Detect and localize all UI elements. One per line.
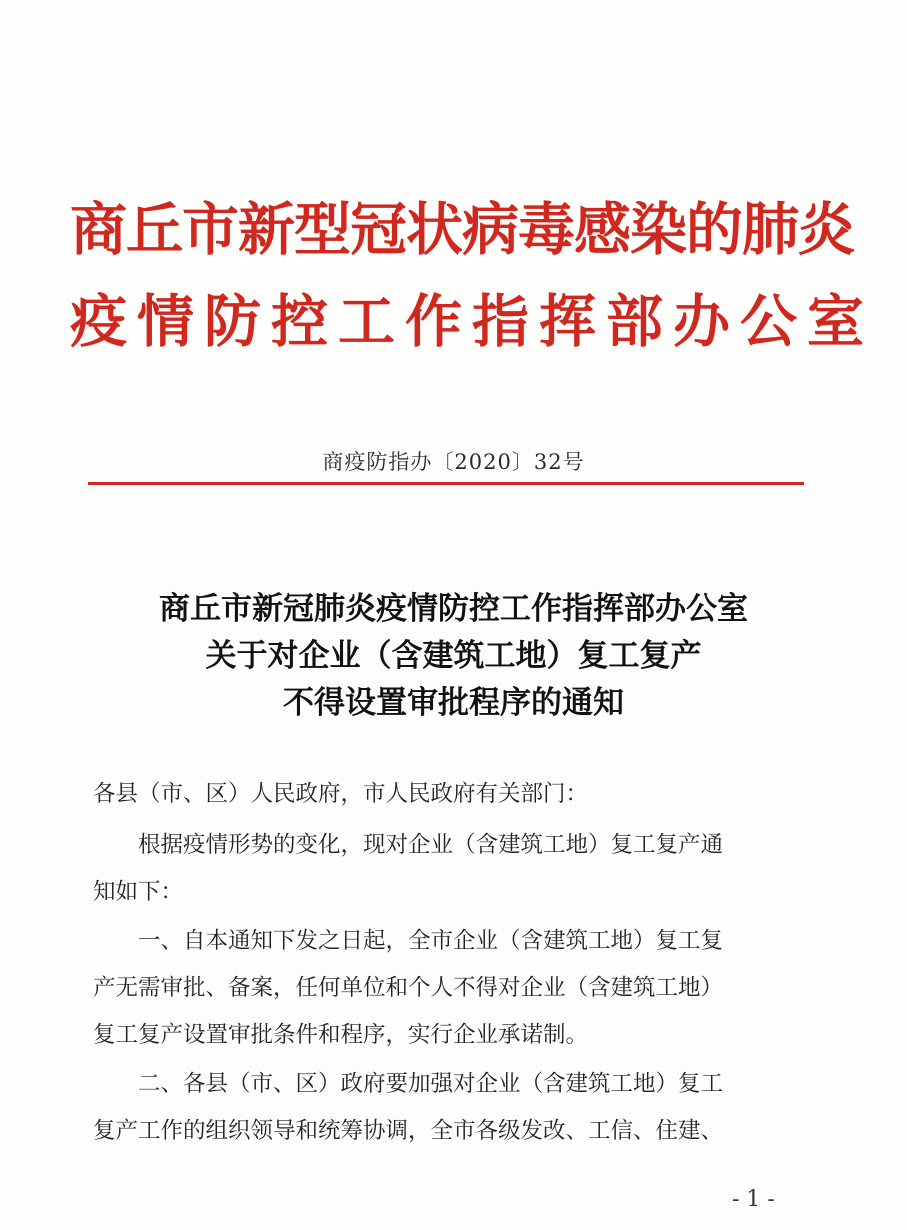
body-line-3: 知如下：	[93, 879, 184, 905]
issuer-header-line-1: 商丘市新型冠状病毒感染的肺炎	[70, 196, 854, 263]
body-line-5: 产无需审批、备案，任何单位和个人不得对企业（含建筑工地）	[93, 975, 724, 1001]
body-line-6: 复工复产设置审批条件和程序，实行企业承诺制。	[93, 1022, 589, 1048]
issuer-header-line-2: 疫情防控工作指挥部办公室	[70, 288, 874, 355]
notice-title-line-2: 关于对企业（含建筑工地）复工复产	[205, 638, 702, 674]
notice-title-line-3: 不得设置审批程序的通知	[283, 685, 624, 721]
page-number: - 1 -	[732, 1187, 775, 1212]
body-line-1: 各县（市、区）人民政府，市人民政府有关部门：	[93, 781, 589, 807]
notice-title-line-1: 商丘市新冠肺炎疫情防控工作指挥部办公室	[159, 591, 748, 627]
body-line-2: 根据疫情形势的变化，现对企业（含建筑工地）复工复产通	[93, 832, 724, 858]
body-line-4: 一、自本通知下发之日起，全市企业（含建筑工地）复工复	[93, 928, 724, 954]
body-line-8: 复产工作的组织领导和统筹协调，全市各级发改、工信、住建、	[93, 1118, 724, 1144]
red-divider	[88, 482, 804, 485]
body-line-7: 二、各县（市、区）政府要加强对企业（含建筑工地）复工	[93, 1071, 724, 1097]
document-number: 商疫防指办〔2020〕32号	[322, 450, 585, 474]
